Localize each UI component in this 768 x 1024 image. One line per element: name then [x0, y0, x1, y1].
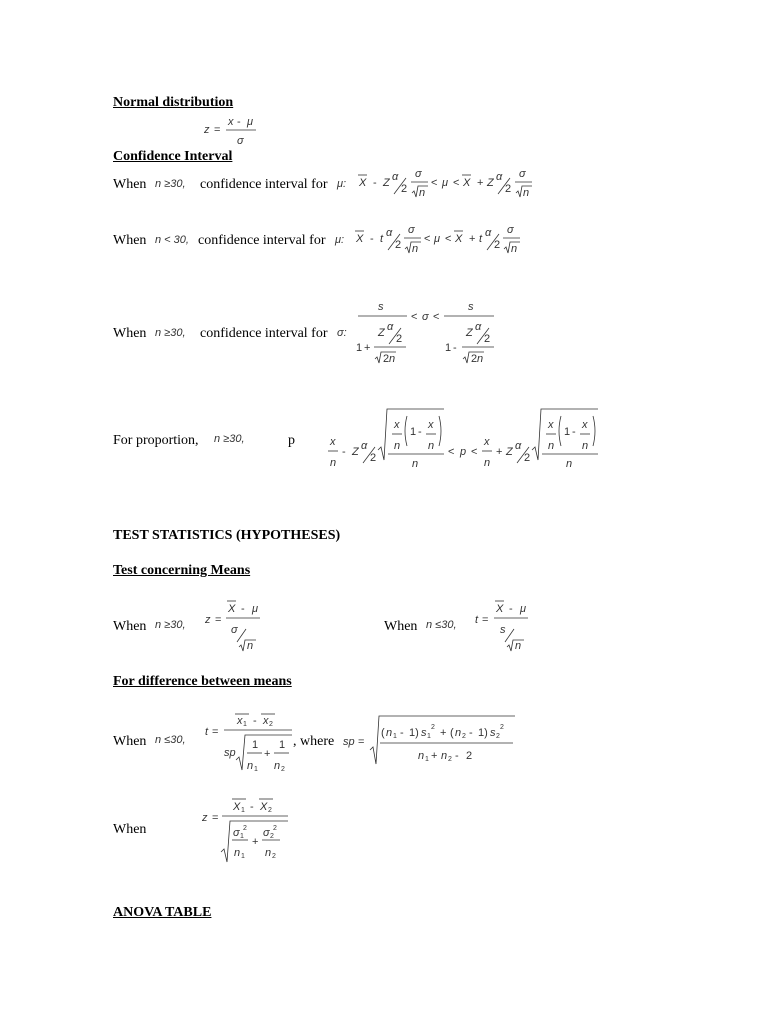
- svg-text:X: X: [356, 233, 364, 245]
- ci-label: confidence interval for: [200, 177, 328, 192]
- svg-text:X: X: [228, 603, 236, 615]
- svg-text:-: -: [373, 177, 377, 189]
- svg-text:Z: Z: [383, 177, 390, 189]
- svg-text:σ: σ: [507, 224, 514, 236]
- svg-text:-: -: [469, 727, 473, 739]
- when-label: When: [113, 734, 147, 749]
- svg-text:-: -: [253, 715, 257, 727]
- svg-text:s: s: [378, 301, 384, 313]
- svg-text:x: x: [228, 116, 234, 128]
- svg-text:n: n: [515, 640, 522, 652]
- svg-text:x: x: [330, 436, 336, 448]
- svg-text:=: =: [212, 812, 219, 824]
- svg-text:x: x: [394, 419, 400, 431]
- svg-text:+: +: [252, 836, 259, 848]
- when-label: When: [113, 177, 147, 192]
- svg-text:1: 1: [241, 807, 245, 814]
- svg-text:x: x: [548, 419, 554, 431]
- formula-z-score: [200, 112, 270, 150]
- svg-text:1: 1: [393, 733, 397, 740]
- svg-text:X: X: [463, 177, 471, 189]
- svg-text:1: 1: [564, 426, 571, 438]
- svg-text:=: =: [212, 726, 219, 738]
- svg-text:2: 2: [431, 724, 435, 731]
- svg-text:Z: Z: [506, 446, 513, 458]
- heading-normal-distribution: Normal distribution: [113, 95, 234, 110]
- svg-text:1: 1: [356, 342, 363, 354]
- svg-text:2: 2: [396, 333, 403, 345]
- formula-pooled-sp: [341, 712, 519, 768]
- svg-text:p: p: [460, 446, 467, 458]
- svg-text:<: <: [471, 446, 478, 458]
- condition-n: n < 30,: [155, 234, 189, 246]
- svg-text:n: n: [548, 440, 555, 452]
- svg-text:1: 1: [445, 342, 452, 354]
- svg-text:t: t: [475, 614, 479, 626]
- svg-text:σ: σ: [519, 168, 526, 180]
- svg-text:n: n: [412, 243, 419, 255]
- svg-text:2: 2: [496, 733, 500, 740]
- svg-text:μ: μ: [434, 233, 441, 245]
- svg-text:=: =: [214, 124, 221, 136]
- condition-n: n ≥30,: [214, 433, 245, 445]
- condition-n: n ≥30,: [155, 619, 186, 631]
- ci-parameter: μ:: [337, 178, 347, 190]
- svg-text:X: X: [260, 801, 268, 813]
- when-label: When: [113, 233, 147, 248]
- svg-text:2: 2: [505, 183, 512, 195]
- svg-text:-: -: [241, 603, 245, 615]
- svg-text:2: 2: [281, 766, 285, 773]
- svg-text:σ: σ: [231, 624, 238, 636]
- svg-text:n: n: [389, 353, 396, 365]
- svg-text:Z: Z: [352, 446, 359, 458]
- svg-text:X: X: [496, 603, 504, 615]
- formula-z-test-mean: [202, 596, 272, 656]
- svg-text:+: +: [469, 233, 476, 245]
- svg-text:n: n: [330, 457, 337, 469]
- svg-text:n: n: [477, 353, 484, 365]
- svg-text:2: 2: [243, 825, 247, 832]
- svg-text:+: +: [440, 727, 447, 739]
- svg-text:1: 1: [252, 739, 259, 751]
- svg-text:=: =: [358, 736, 365, 748]
- condition-n: n ≥30,: [155, 178, 186, 190]
- svg-text:2: 2: [494, 239, 501, 251]
- svg-text:2: 2: [462, 733, 466, 740]
- svg-text:n: n: [582, 440, 589, 452]
- svg-text:-: -: [572, 426, 576, 438]
- svg-text:<: <: [424, 233, 431, 245]
- svg-text:1): 1): [478, 727, 488, 739]
- svg-text:z: z: [202, 812, 208, 824]
- svg-text:(: (: [381, 727, 385, 739]
- svg-text:t: t: [380, 233, 384, 245]
- condition-n: n ≥30,: [155, 327, 186, 339]
- svg-text:z: z: [204, 124, 210, 136]
- svg-text:n: n: [234, 847, 241, 859]
- svg-text:sp: sp: [224, 747, 236, 759]
- when-label: When: [384, 619, 418, 634]
- heading-test-means: Test concerning Means: [113, 563, 251, 578]
- svg-text:σ: σ: [233, 827, 240, 839]
- svg-text:x: x: [428, 419, 434, 431]
- svg-text:x: x: [582, 419, 588, 431]
- svg-text:n: n: [523, 187, 530, 199]
- svg-text:<: <: [431, 177, 438, 189]
- svg-text:2: 2: [269, 721, 273, 728]
- svg-text:<: <: [445, 233, 452, 245]
- svg-text:1: 1: [427, 733, 431, 740]
- svg-text:t: t: [479, 233, 483, 245]
- svg-text:sp: sp: [343, 736, 355, 748]
- svg-text:2: 2: [500, 724, 504, 731]
- svg-text:n: n: [428, 440, 435, 452]
- svg-text:Z: Z: [378, 327, 385, 339]
- heading-anova-table: ANOVA TABLE: [113, 905, 212, 920]
- svg-text:<: <: [453, 177, 460, 189]
- svg-text:t: t: [205, 726, 209, 738]
- svg-text:n: n: [394, 440, 401, 452]
- svg-text:s: s: [421, 727, 427, 739]
- svg-text:-: -: [342, 446, 346, 458]
- svg-text:σ: σ: [237, 135, 244, 147]
- svg-text:α: α: [392, 171, 399, 183]
- svg-text:σ: σ: [408, 224, 415, 236]
- svg-text:σ: σ: [415, 168, 422, 180]
- ci-label: confidence interval for: [200, 326, 328, 341]
- svg-text:n: n: [274, 760, 281, 772]
- svg-text:μ: μ: [247, 116, 254, 128]
- svg-text:x: x: [484, 436, 490, 448]
- svg-text:(: (: [450, 727, 454, 739]
- svg-text:1: 1: [425, 756, 429, 763]
- ci-parameter: σ:: [337, 327, 347, 339]
- svg-text:2: 2: [272, 853, 276, 860]
- svg-text:1: 1: [410, 426, 417, 438]
- svg-text:s: s: [500, 624, 506, 636]
- svg-text:2: 2: [401, 183, 408, 195]
- svg-text:n: n: [418, 750, 425, 762]
- svg-text:n: n: [484, 457, 491, 469]
- svg-text:n: n: [419, 187, 426, 199]
- proportion-label: For proportion,: [113, 433, 199, 448]
- formula-z-difference: [200, 794, 295, 868]
- formula-ci-mean-small: [353, 220, 533, 262]
- svg-text:2: 2: [471, 353, 478, 365]
- svg-text:2: 2: [524, 452, 531, 464]
- svg-text:1): 1): [409, 727, 419, 739]
- svg-text:-: -: [455, 750, 459, 762]
- svg-text:μ: μ: [442, 177, 449, 189]
- svg-text:1: 1: [279, 739, 286, 751]
- condition-n: n ≤30,: [426, 619, 457, 631]
- svg-text:=: =: [215, 614, 222, 626]
- svg-text:X: X: [455, 233, 463, 245]
- svg-text:-: -: [453, 342, 457, 354]
- svg-text:x: x: [237, 715, 243, 727]
- svg-text:s: s: [490, 727, 496, 739]
- svg-text:x: x: [263, 715, 269, 727]
- svg-text:1: 1: [241, 853, 245, 860]
- heading-confidence-interval: Confidence Interval: [113, 149, 233, 164]
- svg-text:-: -: [250, 801, 254, 813]
- svg-text:α: α: [515, 440, 522, 452]
- svg-text:X: X: [359, 177, 367, 189]
- svg-text:2: 2: [370, 452, 377, 464]
- svg-text:Z: Z: [487, 177, 494, 189]
- proportion-parameter: p: [288, 433, 295, 448]
- where-label: , where: [293, 734, 335, 749]
- svg-text:+: +: [431, 750, 438, 762]
- svg-text:+: +: [477, 177, 484, 189]
- when-label: When: [113, 822, 147, 837]
- svg-text:<: <: [433, 311, 440, 323]
- svg-text:1: 1: [254, 766, 258, 773]
- svg-text:α: α: [387, 321, 394, 333]
- svg-text:2: 2: [273, 825, 277, 832]
- svg-text:z: z: [205, 614, 211, 626]
- svg-text:n: n: [247, 640, 254, 652]
- svg-text:<: <: [448, 446, 455, 458]
- svg-text:n: n: [455, 727, 462, 739]
- formula-t-difference: [202, 708, 297, 776]
- svg-text:-: -: [400, 727, 404, 739]
- when-label: When: [113, 619, 147, 634]
- svg-text:-: -: [237, 116, 241, 128]
- svg-text:n: n: [412, 458, 419, 470]
- svg-text:2: 2: [268, 807, 272, 814]
- svg-text:s: s: [468, 301, 474, 313]
- svg-text:<: <: [411, 311, 418, 323]
- svg-text:1: 1: [243, 721, 247, 728]
- svg-text:+: +: [496, 446, 503, 458]
- svg-text:μ: μ: [520, 603, 527, 615]
- svg-text:2: 2: [466, 750, 473, 762]
- svg-text:-: -: [418, 426, 422, 438]
- svg-text:2: 2: [383, 353, 390, 365]
- svg-text:2: 2: [448, 756, 452, 763]
- svg-text:n: n: [511, 243, 518, 255]
- svg-text:+: +: [264, 748, 271, 760]
- formula-ci-sigma: [350, 296, 510, 374]
- svg-text:α: α: [361, 440, 368, 452]
- ci-label: confidence interval for: [198, 233, 326, 248]
- heading-test-statistics: TEST STATISTICS (HYPOTHESES): [113, 528, 341, 543]
- svg-text:σ: σ: [422, 311, 429, 323]
- svg-text:n: n: [247, 760, 254, 772]
- svg-text:X: X: [233, 801, 241, 813]
- svg-text:-: -: [509, 603, 513, 615]
- condition-n: n ≤30,: [155, 734, 186, 746]
- svg-text:σ: σ: [263, 827, 270, 839]
- svg-text:μ: μ: [252, 603, 259, 615]
- svg-text:2: 2: [484, 333, 491, 345]
- ci-parameter: μ:: [335, 234, 345, 246]
- svg-text:n: n: [566, 458, 573, 470]
- svg-text:-: -: [370, 233, 374, 245]
- svg-text:α: α: [496, 171, 503, 183]
- svg-text:2: 2: [395, 239, 402, 251]
- svg-text:n: n: [386, 727, 393, 739]
- when-label: When: [113, 326, 147, 341]
- formula-ci-proportion: [326, 406, 602, 474]
- svg-text:=: =: [482, 614, 489, 626]
- svg-text:1: 1: [240, 833, 244, 840]
- svg-text:n: n: [265, 847, 272, 859]
- svg-text:n: n: [441, 750, 448, 762]
- svg-text:α: α: [485, 227, 492, 239]
- svg-text:α: α: [386, 227, 393, 239]
- formula-ci-mean-large: [356, 164, 546, 206]
- svg-text:Z: Z: [466, 327, 473, 339]
- svg-text:α: α: [475, 321, 482, 333]
- svg-text:2: 2: [270, 833, 274, 840]
- svg-text:+: +: [364, 342, 371, 354]
- heading-difference-means: For difference between means: [113, 674, 292, 689]
- formula-t-test-mean: [472, 596, 538, 656]
